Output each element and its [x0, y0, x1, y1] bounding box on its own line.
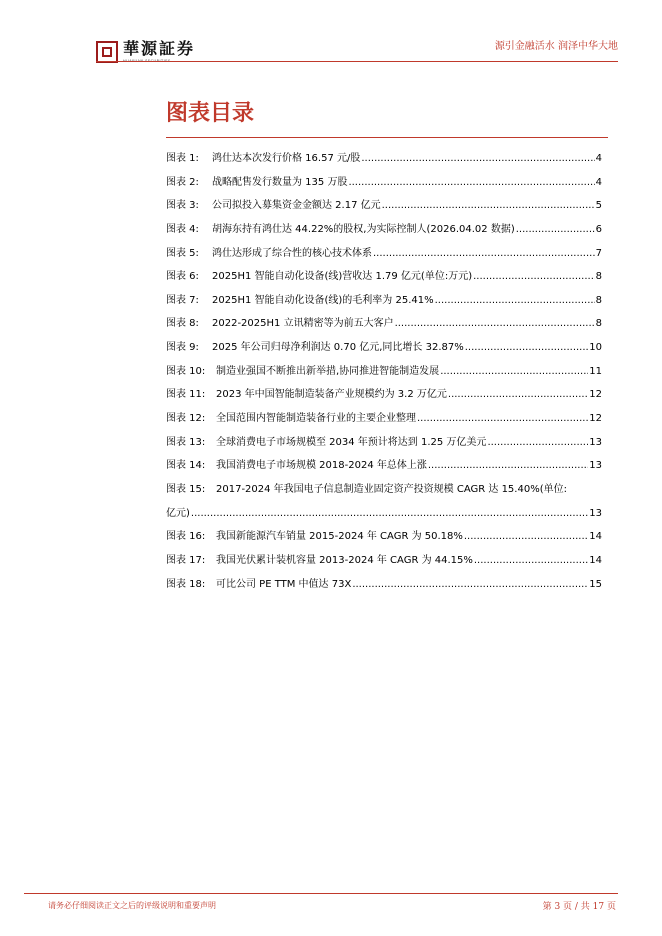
toc-dot-leader: [435, 295, 595, 306]
toc-entry-title: 2025H1 智能自动化设备(线)营收达 1.79 亿元(单位:万元): [212, 271, 473, 283]
toc-dot-leader: [417, 413, 588, 424]
toc-entry-page: 13: [589, 507, 602, 519]
toc-entry-page: 4: [595, 176, 602, 188]
toc-dot-leader: [191, 508, 588, 519]
toc-entry[interactable]: [166, 362, 602, 386]
toc-dot-leader: [474, 555, 588, 566]
toc-entry-label: 图表 2:: [166, 176, 199, 188]
toc-entry[interactable]: [166, 196, 602, 220]
toc-entry-page: 14: [589, 531, 602, 543]
footer-disclaimer: 请务必仔细阅读正文之后的评级说明和重要声明: [48, 901, 216, 910]
toc-entry-page: 11: [589, 365, 602, 377]
toc-entry[interactable]: [166, 244, 602, 268]
toc-entry-label: 图表 18:: [166, 578, 206, 590]
toc-entry-title: 2025 年公司归母净利润达 0.70 亿元,同比增长 32.87%: [212, 342, 464, 354]
toc-entry[interactable]: [166, 433, 602, 457]
toc-entry-title: 全球消费电子市场规模至 2034 年预计将达到 1.25 万亿美元: [216, 436, 487, 448]
toc-dot-leader: [465, 342, 589, 353]
toc-entry[interactable]: [166, 314, 602, 338]
toc-dot-leader: [395, 318, 595, 329]
toc-entry-page: 12: [589, 413, 602, 425]
toc-entry-page: 5: [595, 200, 602, 212]
toc-entry-title: 胡海东持有鸿仕达 44.22%的股权,为实际控制人(2026.04.02 数据): [212, 223, 515, 235]
toc-entry-title: 2022-2025H1 立讯精密等为前五大客户: [212, 318, 394, 330]
toc-entry[interactable]: [166, 575, 602, 599]
toc-entry-title: 我国新能源汽车销量 2015-2024 年 CAGR 为 50.18%: [216, 531, 463, 543]
title-divider: [166, 137, 608, 138]
toc-entry-label: 图表 11:: [166, 389, 206, 401]
toc-entry[interactable]: [166, 338, 602, 362]
toc-entry-title: 全国范围内智能制造装备行业的主要企业整理: [216, 413, 416, 425]
toc-entry[interactable]: [166, 456, 602, 480]
toc-entry[interactable]: [166, 173, 602, 197]
toc-entry-page: 14: [589, 554, 602, 566]
toc-entry-page: 6: [595, 223, 602, 235]
toc-entry-label: 图表 9:: [166, 342, 199, 354]
toc-entry-title: 2017-2024 年我国电子信息制造业固定资产投资规模 CAGR 达 15.40%(单位:: [216, 483, 567, 495]
toc-entry-continuation[interactable]: [166, 504, 602, 528]
footer-page-info: 第 3 页 / 共 17 页: [542, 902, 616, 912]
toc-entry-page: 15: [589, 578, 602, 590]
toc-dot-leader: [487, 437, 588, 448]
toc-dot-leader: [464, 531, 588, 542]
toc-entry-page: 13: [589, 436, 602, 448]
toc-dot-leader: [428, 460, 588, 471]
toc-entry-page: 12: [589, 389, 602, 401]
toc-entry[interactable]: [166, 551, 602, 575]
logo-english-name: HUAYUAN SECURITIES: [123, 59, 171, 63]
toc-entry-label: 图表 7:: [166, 294, 199, 306]
toc-entry-label: 图表 15:: [166, 483, 206, 495]
toc-entry[interactable]: [166, 220, 602, 244]
toc-dot-leader: [382, 200, 595, 211]
toc-entry-label: 图表 6:: [166, 271, 199, 283]
toc-dot-leader: [440, 366, 588, 377]
toc-entry-label: 图表 17:: [166, 554, 206, 566]
toc-entry-title: 战略配售发行数量为 135 万股: [212, 176, 348, 188]
toc-entry-label: 图表 5:: [166, 247, 199, 259]
toc-entry-title: 2025H1 智能自动化设备(线)的毛利率为 25.41%: [212, 294, 434, 306]
toc-entry-page: 4: [595, 153, 602, 164]
toc-dot-leader: [373, 248, 595, 259]
toc-entry-page: 10: [589, 342, 602, 354]
toc-entry-page: 7: [595, 247, 602, 259]
toc-entry-title-continued: 亿元): [166, 507, 190, 519]
toc-entry[interactable]: [166, 480, 602, 504]
toc-entry-page: 13: [589, 460, 602, 472]
toc-entry-page: 8: [595, 294, 602, 306]
toc-dot-leader: [473, 271, 595, 282]
toc-entry-label: 图表 10:: [166, 365, 206, 377]
toc-entry-label: 图表 8:: [166, 318, 199, 330]
toc-entry-label: 图表 16:: [166, 531, 206, 543]
header-slogan: 源引金融活水 润泽中华大地: [494, 41, 618, 52]
toc-entry-label: 图表 3:: [166, 200, 199, 212]
logo-chinese-name: 華源証券: [123, 39, 196, 58]
toc-entry[interactable]: [166, 527, 602, 551]
page-title: 图表目录: [166, 101, 255, 126]
toc-dot-leader: [348, 177, 594, 188]
toc-entry-title: 我国光伏累计装机容量 2013-2024 年 CAGR 为 44.15%: [216, 554, 473, 566]
toc-entry-title: 公司拟投入募集资金金额达 2.17 亿元: [212, 200, 381, 212]
table-of-figures: [166, 149, 602, 598]
page-header: [0, 0, 662, 72]
toc-entry-page: 8: [595, 271, 602, 283]
toc-entry-label: 图表 12:: [166, 413, 206, 425]
toc-entry-title: 2023 年中国智能制造装备产业规模约为 3.2 万亿元: [216, 389, 447, 401]
toc-entry-title: 制造业强国不断推出新举措,协同推进智能制造发展: [216, 365, 440, 377]
toc-dot-leader: [448, 389, 588, 400]
toc-dot-leader: [352, 579, 588, 590]
toc-entry-title: 鸿仕达形成了综合性的核心技术体系: [212, 247, 372, 259]
toc-entry-page: 8: [595, 318, 602, 330]
toc-entry-title: 可比公司 PE TTM 中值达 73X: [216, 578, 352, 590]
toc-entry-label: 图表 14:: [166, 460, 206, 472]
toc-entry-label: 图表 4:: [166, 223, 199, 235]
toc-entry-title: 鸿仕达本次发行价格 16.57 元/股: [212, 153, 361, 164]
toc-entry[interactable]: [166, 267, 602, 291]
toc-entry[interactable]: [166, 149, 602, 173]
company-logo: [96, 40, 195, 70]
toc-dot-leader: [361, 153, 594, 164]
toc-entry[interactable]: [166, 385, 602, 409]
logo-seal-icon: [96, 41, 118, 63]
toc-entry[interactable]: [166, 291, 602, 315]
toc-entry-title: 我国消费电子市场规模 2018-2024 年总体上涨: [216, 460, 427, 472]
toc-entry-label: 图表 13:: [166, 436, 206, 448]
header-divider: [96, 61, 618, 62]
toc-entry[interactable]: [166, 409, 602, 433]
toc-dot-leader: [516, 224, 595, 235]
toc-entry-label: 图表 1:: [166, 153, 199, 164]
footer-divider: [24, 893, 618, 894]
